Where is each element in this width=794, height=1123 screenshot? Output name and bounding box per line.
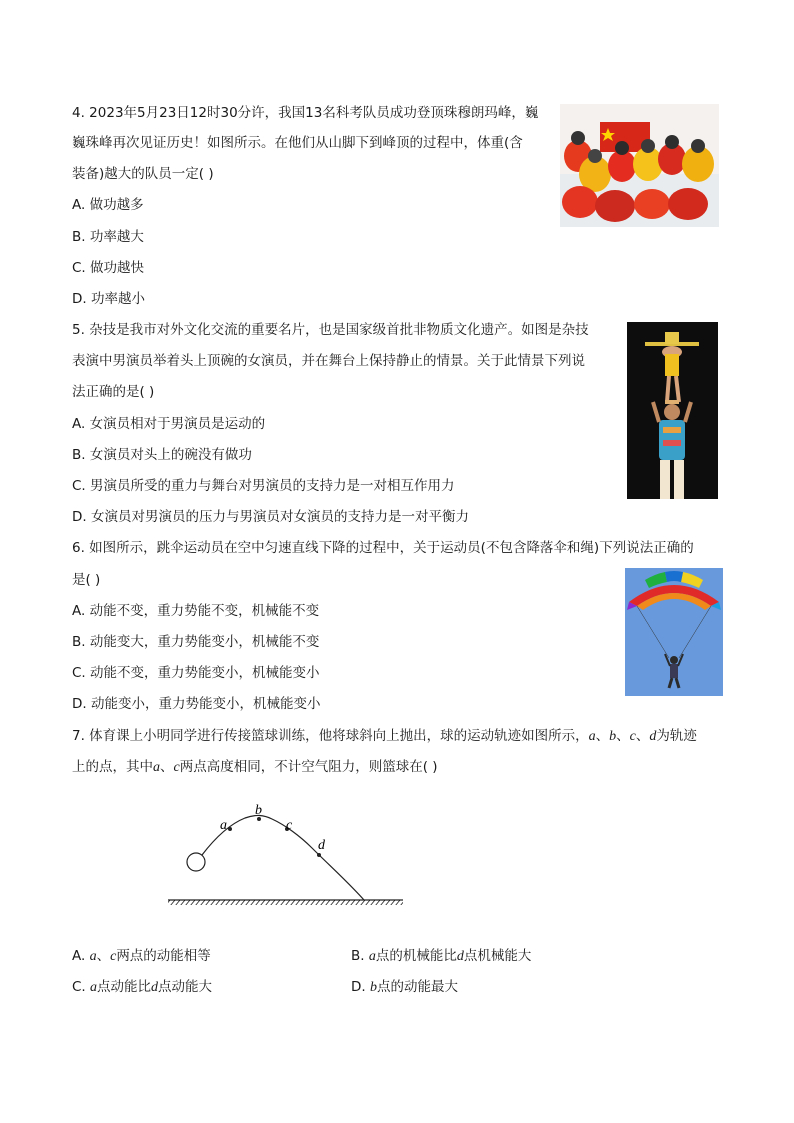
q6-option-b: B. 动能变大，重力势能变小，机械能不变 [72, 634, 320, 650]
q5-option-d: D. 女演员对男演员的压力与男演员对女演员的支持力是一对平衡力 [72, 509, 469, 525]
q4-option-a: A. 做功越多 [72, 197, 144, 213]
option-text: 点的动能最大 [376, 979, 458, 995]
option-prefix: B. [351, 948, 369, 964]
q7-stem-line2 [72, 757, 438, 778]
option-prefix: A. [72, 948, 90, 964]
q7-option-c [72, 977, 212, 998]
q7-option-a [72, 946, 211, 967]
label-a: a [220, 818, 227, 833]
q7-stem-end: 为轨迹 [656, 728, 697, 744]
option-text: 点的机械能比 [375, 948, 457, 964]
parachutist-photo [625, 568, 723, 696]
q4-option-b: B. 功率越大 [72, 229, 144, 245]
q5-option-c: C. 男演员所受的重力与舞台对男演员的支持力是一对相互作用力 [72, 478, 455, 494]
q7-var: c [110, 949, 117, 964]
ball [187, 853, 205, 871]
q7-stem-text: 两点高度相同，不计空气阻力，则篮球在( ) [179, 759, 438, 775]
q7-var-b: b [609, 729, 617, 744]
option-prefix: C. [72, 979, 91, 995]
option-text: 点机械能大 [463, 948, 532, 964]
q7-sep: 、 [616, 728, 630, 744]
point-d [317, 853, 321, 857]
option-prefix: D. [351, 979, 370, 995]
q7-var-c: c [629, 729, 636, 744]
q5-stem-line2: 表演中男演员举着头上顶碗的女演员，并在舞台上保持静止的情景。关于此情景下列说 [72, 353, 585, 369]
q7-sep: 、 [96, 948, 111, 964]
q7-var: a [89, 949, 97, 964]
q7-var: d [456, 949, 464, 964]
q5-stem-line3: 法正确的是( ) [72, 384, 155, 400]
q7-var-a: a [588, 729, 596, 744]
q7-var: a [90, 980, 98, 995]
q7-var: a [368, 949, 376, 964]
q7-var: b [369, 980, 377, 995]
q6-option-c: C. 动能不变，重力势能变小，机械能变小 [72, 665, 320, 681]
q4-stem-line3: 装备)越大的队员一定( ) [72, 166, 214, 182]
q7-sep: 、 [160, 759, 174, 775]
q5-option-b: B. 女演员对头上的碗没有做功 [72, 447, 252, 463]
q5-option-a: A. 女演员相对于男演员是运动的 [72, 416, 266, 432]
q7-option-d [351, 977, 458, 998]
q6-stem-line1: 6. 如图所示，跳伞运动员在空中匀速直线下降的过程中，关于运动员(不包含降落伞和绳)下列说法正确的 [72, 540, 694, 556]
q6-stem-line2: 是( ) [72, 572, 101, 588]
option-text: 点动能比 [97, 979, 152, 995]
q7-sep: 、 [595, 728, 610, 744]
option-text: 点动能大 [158, 979, 213, 995]
q7-var-a: a [153, 760, 160, 775]
label-b: b [255, 803, 262, 818]
acrobat-photo [627, 322, 718, 499]
q7-stem-line1 [72, 726, 697, 747]
q7-var: d [151, 980, 159, 995]
label-d: d [318, 838, 325, 853]
q7-sep: 、 [635, 728, 650, 744]
q4-option-c: C. 做功越快 [72, 260, 145, 276]
q7-var-c: c [173, 760, 180, 775]
q4-option-d: D. 功率越小 [72, 291, 145, 307]
q4-stem-line1: 4. 2023年5月23日12时30分许，我国13名科考队员成功登顶珠穆朗玛峰，巍 [72, 105, 539, 121]
label-c: c [286, 818, 293, 833]
q6-option-a: A. 动能不变，重力势能不变，机械能不变 [72, 603, 320, 619]
q4-stem-line2: 巍珠峰再次见证历史！如图所示。在他们从山脚下到峰顶的过程中，体重(含 [72, 135, 523, 151]
q7-option-b [351, 946, 531, 967]
q7-var-d: d [649, 729, 657, 744]
q5-stem-line1: 5. 杂技是我市对外文化交流的重要名片，也是国家级首批非物质文化遗产。如图是杂技 [72, 322, 589, 338]
ball-trajectory-diagram [160, 798, 410, 910]
ground-hatch [168, 900, 403, 905]
everest-team-photo [560, 104, 719, 227]
point-a [228, 827, 232, 831]
q7-stem-text: 上的点，其中 [72, 759, 153, 775]
q7-stem-text: 7. 体育课上小明同学进行传接篮球训练，他将球斜向上抛出，球的运动轨迹如图所示， [72, 728, 589, 744]
option-text: 两点的动能相等 [116, 948, 211, 964]
q6-option-d: D. 动能变小，重力势能变小，机械能变小 [72, 696, 321, 712]
